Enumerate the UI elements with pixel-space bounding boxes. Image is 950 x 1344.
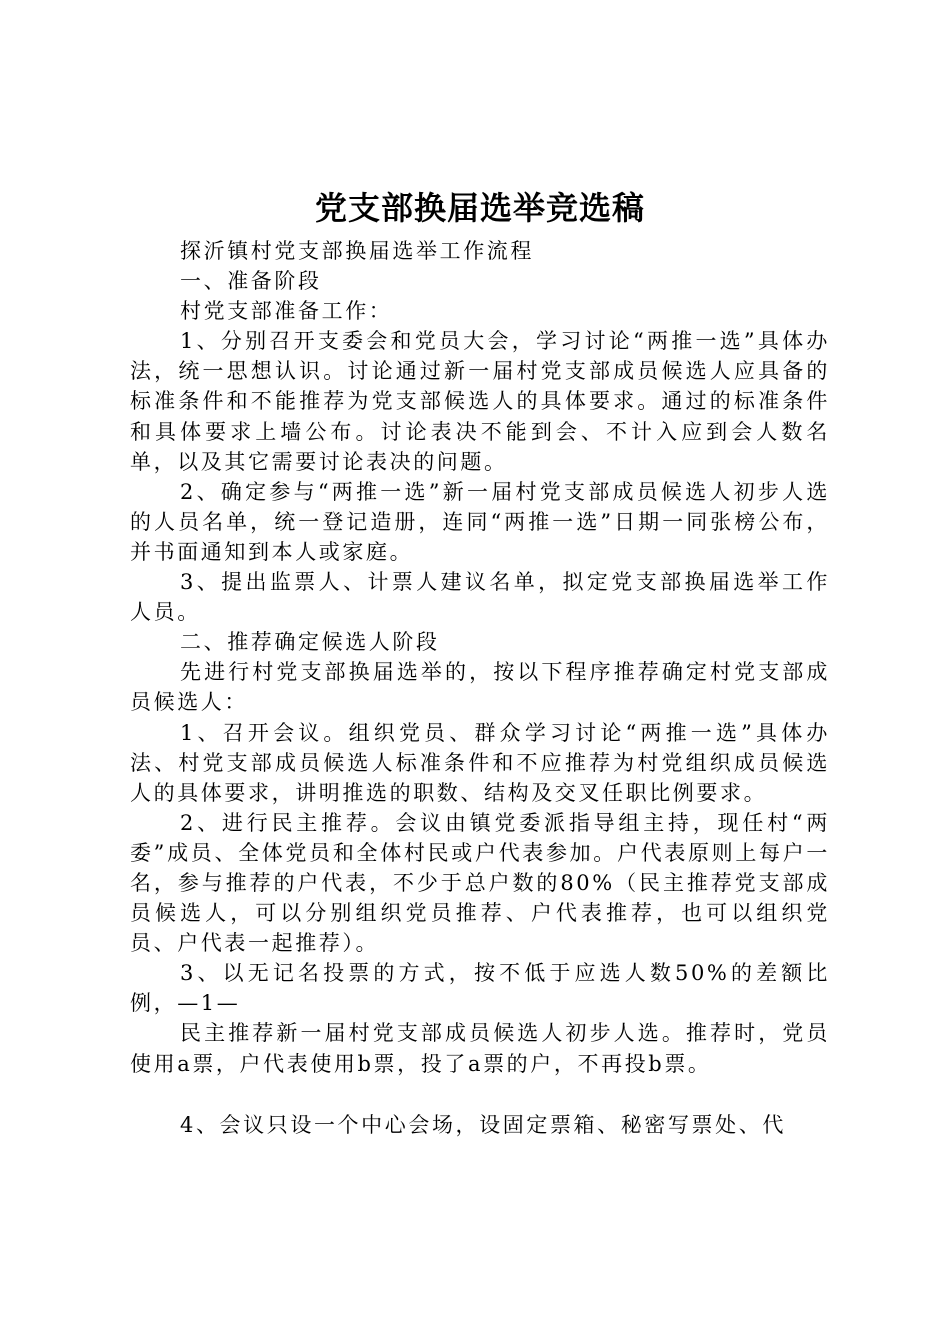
paragraph-item-3: 3、提出监票人、计票人建议名单，拟定党支部换届选举工作人员。: [130, 570, 830, 625]
paragraph-heading-flow: 探沂镇村党支部换届选举工作流程: [180, 239, 534, 263]
paragraph-item-1: 1、分别召开支委会和党员大会，学习讨论“两推一选”具体办法，统一思想认识。讨论通过新一届村党支部成员候选人应具备的标准条件和不能推荐为党支部候选人的具体要求。通过的标准条件和具体要求上墙公布。讨论表决不能到会、不计入应到会人数名单，以及其它需要讨论表决的问题。: [130, 329, 830, 474]
document-title: 党支部换届选举竞选稿: [314, 189, 645, 227]
paragraph-preparation-work: 村党支部准备工作：: [180, 299, 393, 324]
paragraph-nomination-intro: 先进行村党支部换届选举的，按以下程序推荐确定村党支部成员候选人：: [130, 660, 830, 715]
section-heading-nomination: 二、推荐确定候选人阶段: [180, 630, 440, 655]
document-body: [130, 236, 830, 1140]
section-heading-preparation: 一、准备阶段: [180, 269, 322, 294]
paragraph-nomination-item-1: 1、召开会议。组织党员、群众学习讨论“两推一选”具体办法、村党支部成员候选人标准条件和不应推荐为村党组织成员候选人的具体要求，讲明推选的职数、结构及交叉任职比例要求。: [130, 720, 830, 805]
paragraph-gap: [130, 1079, 830, 1110]
paragraph-nomination-item-4: 4、会议只设一个中心会场，设固定票箱、秘密写票处、代: [180, 1112, 786, 1137]
paragraph-nomination-item-2: 2、进行民主推荐。会议由镇党委派指导组主持，现任村“两委”成员、全体党员和全体村民或户代表参加。户代表原则上每户一名，参与推荐的户代表，不少于总户数的80%（民主推荐党支部成员候选人，可以分别组织党员推荐、户代表推荐，也可以组织党员、户代表一起推荐）。: [130, 810, 830, 956]
paragraph-recommendation-ballots: 民主推荐新一届村党支部成员候选人初步人选。推荐时，党员使用a票，户代表使用b票，投了a票的户，不再投b票。: [130, 1021, 830, 1076]
paragraph-nomination-item-3: 3、以无记名投票的方式，按不低于应选人数50%的差额比例，—1—: [130, 961, 830, 1016]
paragraph-item-2: 2、确定参与“两推一选”新一届村党支部成员候选人初步人选的人员名单，统一登记造册，连同“两推一选”日期一同张榜公布，并书面通知到本人或家庭。: [130, 479, 830, 564]
